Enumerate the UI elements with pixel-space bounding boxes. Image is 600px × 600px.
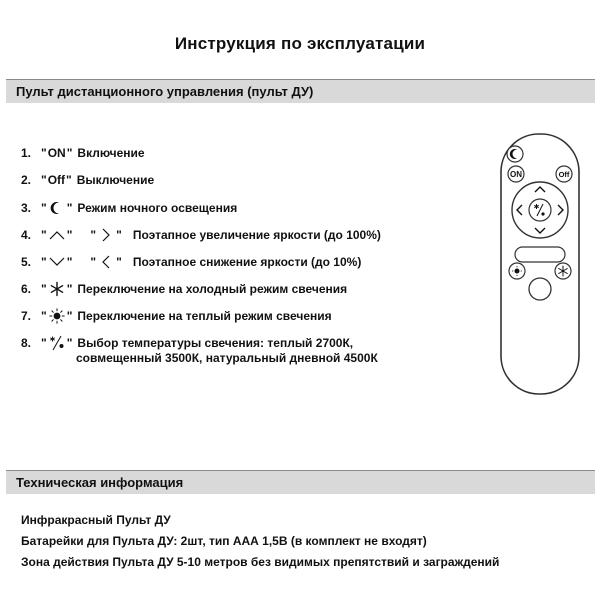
quote-mark: "	[41, 146, 47, 160]
section-heading-remote: Пульт дистанционного управления (пульт ДУ)	[6, 79, 595, 103]
list-item	[21, 308, 332, 324]
tech-info-line: Инфракрасный Пульт ДУ	[21, 513, 171, 527]
quote-mark: "	[41, 282, 47, 296]
remote-mix-button	[515, 247, 565, 262]
quote-mark: "	[66, 309, 73, 323]
quote-mark: "	[116, 228, 122, 242]
quote-mark: "	[90, 228, 97, 242]
temperature-mix-icon	[48, 335, 66, 351]
quote-mark: "	[41, 201, 47, 215]
item-number: 4.	[21, 228, 32, 242]
remote-round-button	[529, 278, 551, 300]
item-number: 1.	[21, 146, 32, 160]
quote-mark: "	[41, 173, 47, 187]
tech-info-line: Зона действия Пульта ДУ 5-10 метров без видимых препятствий и заграждений	[21, 555, 500, 569]
quote-mark: "	[41, 336, 47, 350]
chevron-up-icon	[48, 227, 66, 243]
list-item	[21, 254, 361, 270]
list-item	[21, 200, 237, 216]
list-item	[21, 173, 154, 187]
moon-icon	[48, 200, 66, 216]
item-number: 3.	[21, 201, 32, 215]
snowflake-icon	[48, 281, 66, 297]
item-description: Переключение на холодный режим свечения	[77, 282, 348, 296]
item-number: 5.	[21, 255, 32, 269]
quote-mark: "	[66, 282, 73, 296]
item-description: Режим ночного освещения	[77, 201, 238, 215]
chevron-right-icon	[97, 227, 115, 243]
item-number: 2.	[21, 173, 32, 187]
item-description: Переключение на теплый режим свечения	[77, 309, 332, 323]
item-description: Поэтапное увеличение яркости (до 100%)	[132, 228, 381, 242]
section-heading-tech: Техническая информация	[6, 470, 595, 494]
item-description: Выбор температуры свечения: теплый 2700К,	[77, 336, 354, 350]
remote-on-label: ON	[510, 170, 522, 179]
item-number: 7.	[21, 309, 32, 323]
quote-mark: "	[66, 146, 73, 160]
list-item	[21, 146, 145, 160]
list-item	[21, 335, 378, 365]
button-code: ON	[47, 146, 66, 160]
sun-icon	[48, 308, 66, 324]
quote-mark: "	[41, 309, 47, 323]
page-title: Инструкция по эксплуатации	[174, 34, 426, 53]
quote-mark: "	[66, 228, 73, 242]
item-description: Включение	[77, 146, 145, 160]
item-description: Поэтапное снижение яркости (до 10%)	[132, 255, 362, 269]
chevron-left-icon	[97, 254, 115, 270]
remote-control-illustration	[495, 130, 585, 405]
quote-mark: "	[41, 255, 47, 269]
tech-info-line: Батарейки для Пульта ДУ: 2шт, тип ААА 1,5В (в комплект не входят)	[21, 534, 427, 548]
quote-mark: "	[66, 336, 73, 350]
chevron-down-icon	[48, 254, 66, 270]
item-description: Выключение	[76, 173, 155, 187]
quote-mark: "	[116, 255, 122, 269]
quote-mark: "	[41, 228, 47, 242]
remote-off-label: Off	[558, 170, 570, 179]
item-number: 6.	[21, 282, 32, 296]
quote-mark: "	[66, 173, 72, 187]
quote-mark: "	[66, 201, 73, 215]
quote-mark: "	[90, 255, 97, 269]
item-description-line2: совмещенный 3500К, натуральный дневной 4500К	[76, 351, 378, 365]
list-item	[21, 281, 347, 297]
item-number: 8.	[21, 336, 32, 350]
quote-mark: "	[66, 255, 73, 269]
list-item	[21, 227, 381, 243]
button-code: Off	[47, 173, 66, 187]
